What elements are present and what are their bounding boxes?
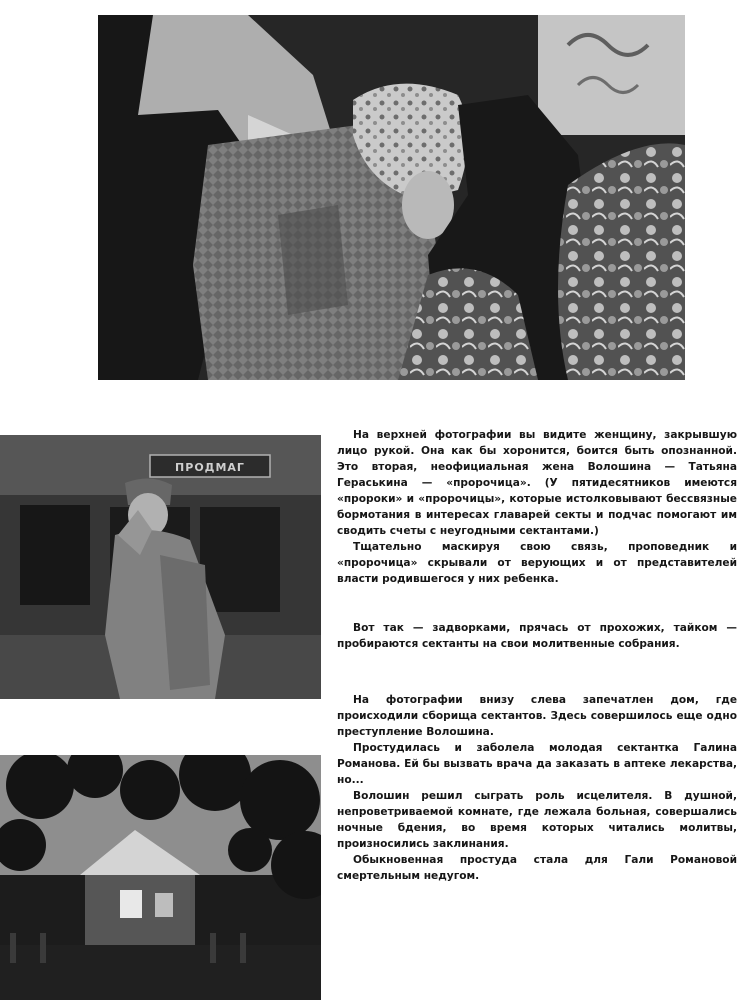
shop-sign-text: ПРОДМАГ	[175, 461, 245, 474]
caption-paragraph: Вот так — задворками, прячась от прохожих, тайком — пробираются сектанты на свои молитвенные собрания.	[337, 622, 737, 650]
caption-paragraph: Тщательно маскируя свою связь, проповедник и «пророчица» скрывали от верующих и от представителей власти родившегося у них ребенка.	[337, 541, 737, 585]
caption-paragraph: На фотографии внизу слева запечатлен дом, где происходили сборища сектантов. Здесь совершилось еще одно преступление Волошина.	[337, 694, 737, 738]
caption-paragraph: Волошин решил сыграть роль исцелителя. В душной, непроветриваемой комнате, где лежала больная, совершались ночные бдения, во время которых читались молитвы, произносились заклинания.	[337, 790, 737, 850]
photo-top-image	[98, 15, 685, 380]
photo-women-hiding-faces	[98, 15, 685, 380]
photo-house-at-night	[0, 755, 321, 1000]
caption-block-prophetess	[337, 427, 737, 587]
caption-block-house	[337, 692, 737, 884]
caption-paragraph: На верхней фотографии вы видите женщину, закрывшую лицо рукой. Она как бы хоронится, боится быть опознанной. Это вторая, неофициальная жена Волошина — Татьяна Гераськина — «пророчица». (У пятидесятников имеются «пророки» и «пророчицы», которые истолковывают бессвязные бормотания в интересах главарей секты и подчас помогают им сводить счеты с неугодными сектантами.)	[337, 429, 737, 537]
caption-paragraph: Обыкновенная простуда стала для Гали Романовой смертельным недугом.	[337, 854, 737, 882]
photo-bottom-image	[0, 755, 321, 1000]
caption-block-backyards	[337, 620, 737, 652]
photo-man-covering-face	[0, 435, 321, 699]
photo-middle-image	[0, 435, 321, 699]
caption-paragraph: Простудилась и заболела молодая сектантка Галина Романова. Ей бы вызвать врача да заказать в аптеке лекарства, но...	[337, 742, 737, 786]
